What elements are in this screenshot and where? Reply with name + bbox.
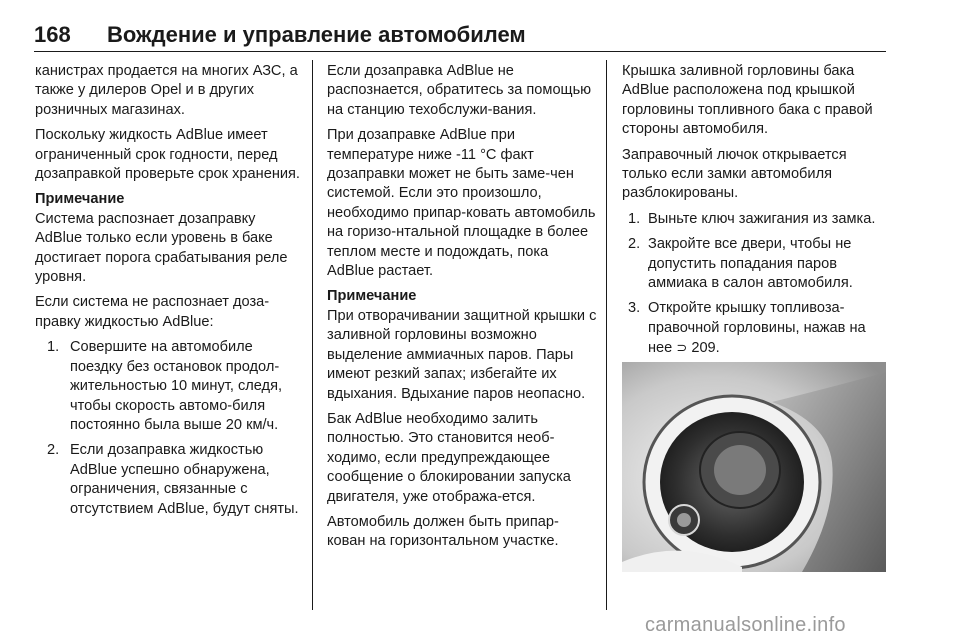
paragraph: Если система не распознает доза-правку жидкостью AdBlue: [35, 294, 270, 330]
paragraph: Заправочный лючок открывается только если замки автомобиля разблокированы. [622, 146, 847, 202]
list-item [35, 338, 303, 435]
page-title: Вождение и управление автомобилем [107, 22, 526, 47]
page-number: 168 [34, 22, 71, 47]
step-text: Откройте крышку топливоза-правочной горловины, нажав на нее [648, 300, 866, 357]
page-header [0, 0, 960, 52]
steps-list [622, 210, 888, 359]
step-number: 1. [47, 339, 60, 356]
list-item [35, 441, 303, 519]
header-rule [34, 51, 886, 52]
fuel-filler-illustration [622, 362, 886, 572]
step-text: Закройте все двери, чтобы не допустить попадания паров аммиака в салон автомобиля. [648, 236, 853, 292]
note-heading: Примечание [327, 288, 417, 305]
paragraph: При дозаправке AdBlue при температуре ниже -11 °C факт дозаправки может не быть заме-чен системой. Если это произошло, необходимо припар-ковать автомобиль на горизо-нтальной площадке в более теплом месте и подождать, пока AdBlue растает. [327, 127, 596, 280]
note-text: При отворачивании защитной крышки с заливной горловины возможно выделение аммиачных паров. Пары имеют резкий запах; избегайте их вдыхания. Вдыхание паров неопасно. [327, 307, 597, 402]
column-divider-2 [606, 60, 607, 610]
fuel-filler-image [622, 362, 886, 572]
paragraph: Бак AdBlue необходимо залить полностью. Это становится необ-ходимо, если предупреждающее сообщение о блокировании запуска двигателя, уже отобража-ется. [327, 410, 571, 505]
page-ref-link[interactable]: 209. [691, 340, 720, 357]
steps-list [35, 338, 303, 519]
paragraph: Крышка заливной горловины бака AdBlue расположена под крышкой горловины топливного бака с правой стороны автомобиля. [622, 63, 873, 138]
column-divider-1 [312, 60, 313, 610]
step-number: 1. [628, 210, 641, 227]
column-3 [622, 62, 888, 365]
list-item [622, 210, 888, 229]
paragraph: Автомобиль должен быть припар-кован на горизонтальном участке. [327, 513, 559, 550]
paragraph: Поскольку жидкость AdBlue имеет ограниченный срок годности, перед дозаправкой проверьте срок хранения. [35, 127, 300, 183]
note-heading: Примечание [35, 191, 125, 208]
step-number: 2. [628, 236, 641, 253]
list-item [622, 235, 888, 293]
paragraph: Если дозаправка AdBlue не распознается, обратитесь за помощью на станцию техобслужи-вания. [327, 63, 592, 118]
column-2 [327, 62, 597, 558]
step-text: Если дозаправка жидкостью AdBlue успешно обнаружена, ограничения, связанные с отсутствием AdBlue, будут сняты. [70, 442, 299, 517]
step-text: Выньте ключ зажигания из замка. [648, 210, 876, 227]
step-number: 3. [628, 300, 641, 317]
step-number: 2. [47, 442, 60, 459]
column-1 [35, 62, 303, 525]
paragraph: канистрах продается на многих АЗС, а также у дилеров Opel и в других розничных магазинах. [35, 63, 298, 118]
watermark: carmanualsonline.info [645, 614, 846, 636]
note-text: Система распознает дозаправку AdBlue только если уровень в баке достигает порога срабатывания реле уровня. [35, 210, 288, 286]
step-text: Совершите на автомобиле поездку без остановок продол-жительностью 10 минут, следя, чтобы скорость автомо-биля постоянно была выше 20 км/ч. [70, 339, 283, 433]
page-ref-arrow-icon[interactable]: ⊃ [676, 340, 688, 356]
list-item [622, 299, 888, 358]
